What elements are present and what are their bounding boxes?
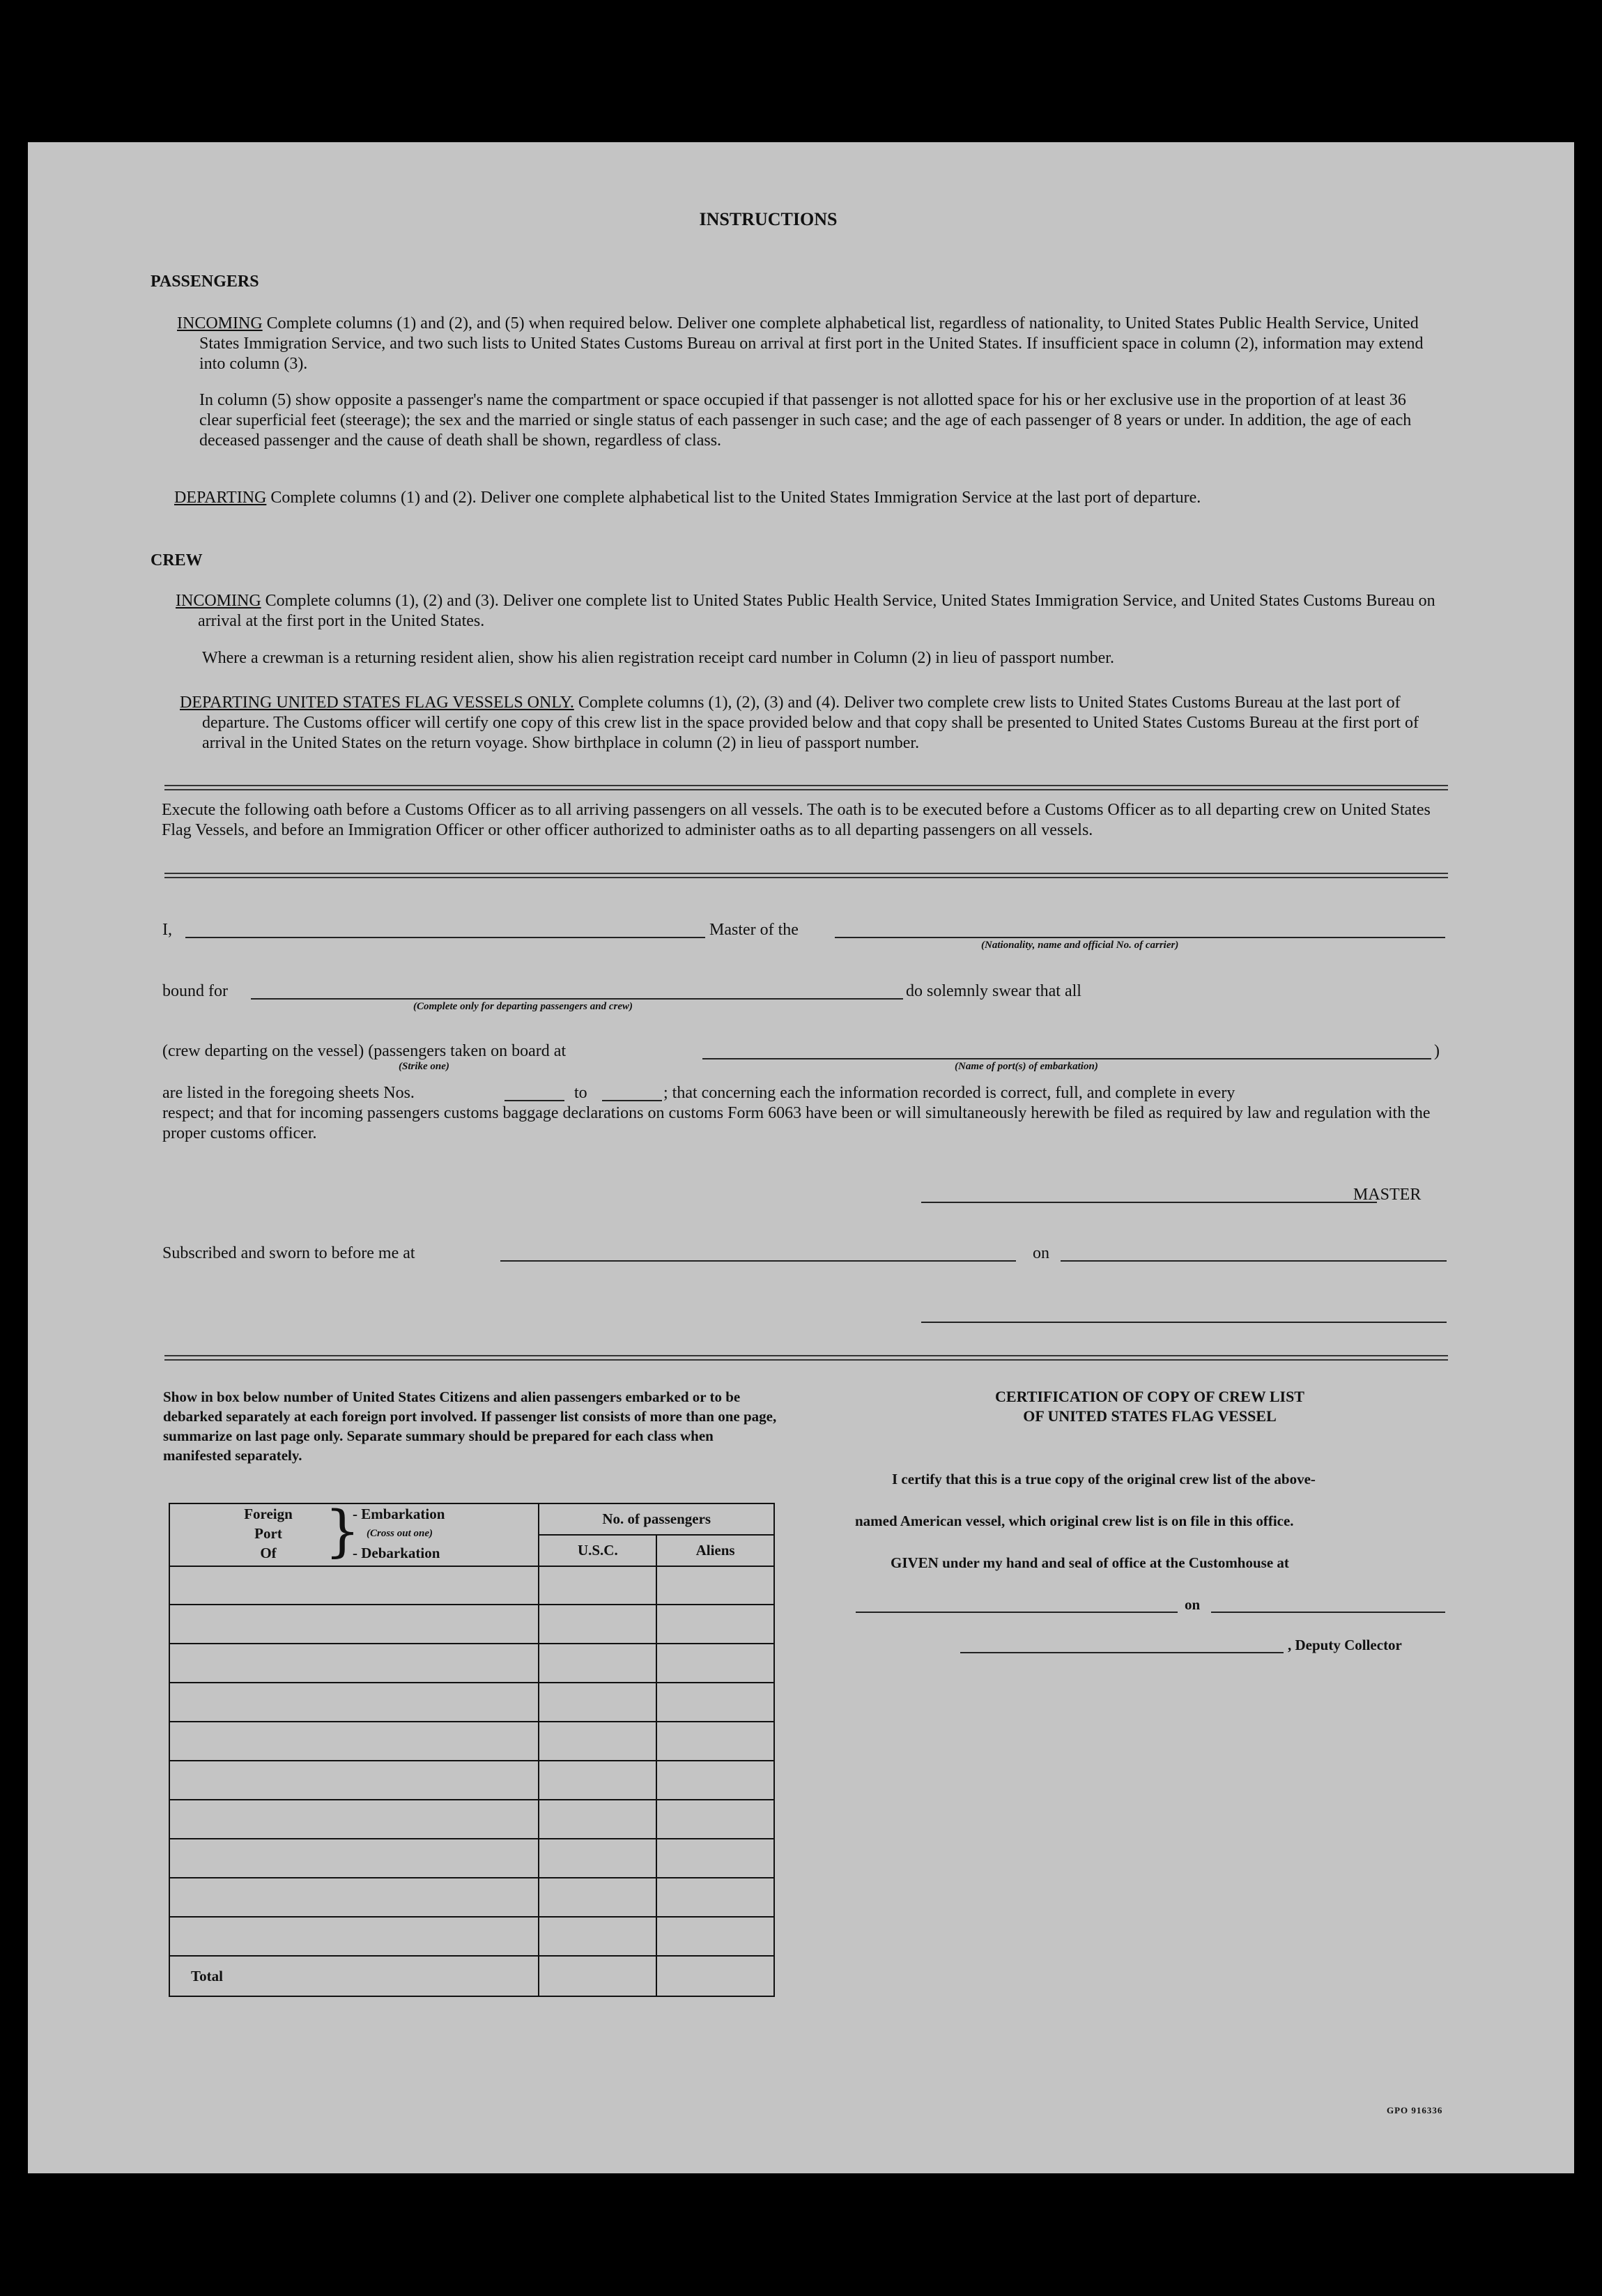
port-cell[interactable] [169, 1800, 539, 1839]
divider-double [164, 785, 1448, 790]
aliens-cell[interactable] [656, 1800, 774, 1839]
certification-title-1: CERTIFICATION OF COPY OF CREW LIST [995, 1388, 1304, 1405]
crew-heading: CREW [151, 551, 203, 569]
officer-signature-line[interactable] [921, 1322, 1447, 1323]
port-cell[interactable] [169, 1605, 539, 1644]
passengers-departing-paragraph [174, 488, 1438, 508]
listed-text-a: are listed in the foregoing sheets Nos. [162, 1084, 415, 1102]
passengers-column5-paragraph: In column (5) show opposite a passenger's name the compartment or space occupied if that passenger is not allotted space for his or her exclusive use in the proportion of at least 36 clear superficial feet (steerage); the sex and the married or single status of each passenger in such case; and the age of each passenger of 8 years or under. In addition, the age of each deceased passenger and the cause of death shall be shown, regardless of class. [199, 391, 1412, 450]
aliens-cell[interactable] [656, 1566, 774, 1605]
form-page [28, 142, 1574, 2173]
bound-for-line[interactable] [251, 998, 903, 1000]
usc-cell[interactable] [539, 1917, 656, 1956]
port-cell[interactable] [169, 1839, 539, 1878]
crew-departing-label: DEPARTING UNITED STATES FLAG VESSELS ONLY. [180, 694, 574, 712]
table-row [169, 1722, 774, 1761]
listed-text-c: respect; and that for incoming passengers customs baggage declarations on customs Form 6063 have been or will simultaneously herewith be filed as required by law and regulation with the proper customs officer. [162, 1104, 1431, 1142]
aliens-header: Aliens [656, 1535, 774, 1566]
summary-instruction: Show in box below number of United States Citizens and alien passengers embarked or to be debarked separately at each foreign port involved. If passenger list consists of more than one page, summarize on last page only. Separate summary should be prepared for each class when manifested separately. [163, 1388, 777, 1464]
subscribed-text: Subscribed and sworn to before me at [162, 1244, 415, 1262]
swear-text: do solemnly swear that all [906, 982, 1081, 1000]
listed-text-b: ; that concerning each the information recorded is correct, full, and complete in every [663, 1084, 1235, 1102]
total-usc-cell[interactable] [539, 1956, 656, 1996]
table-row [169, 1800, 774, 1839]
table-row [169, 1761, 774, 1800]
table-row [169, 1878, 774, 1917]
total-label-cell [169, 1956, 539, 1996]
master-name-line[interactable] [185, 937, 705, 938]
sworn-date-line[interactable] [1061, 1260, 1447, 1262]
oath-instruction: Execute the following oath before a Customs Officer as to all arriving passengers on all vessels. The oath is to be executed before a Customs Officer as to all departing crew on United States Flag Vessels, and before an Immigration Officer or other officer authorized to administer oaths as to all departing passengers on all vessels. [162, 801, 1431, 839]
usc-cell[interactable] [539, 1722, 656, 1761]
port-cell[interactable] [169, 1566, 539, 1605]
passengers-incoming-text: Complete columns (1) and (2), and (5) when required below. Deliver one complete alphabetical list, regardless of nationality, to United States Public Health Service, United States Immigration Service, and two such lists to United States Customs Bureau on arrival at first port in the United States. If insufficient space in column (2), information may extend into column (3). [199, 314, 1424, 373]
passengers-departing-label: DEPARTING [174, 489, 267, 507]
crew-incoming-label: INCOMING [176, 592, 261, 610]
port-cell[interactable] [169, 1878, 539, 1917]
usc-cell[interactable] [539, 1683, 656, 1722]
foreign-label: Foreign [244, 1506, 293, 1522]
nationality-caption: (Nationality, name and official No. of carrier) [981, 940, 1179, 951]
customhouse-location-line[interactable] [856, 1612, 1178, 1613]
divider-double [164, 1355, 1448, 1361]
table-row [169, 1605, 774, 1644]
table-row [169, 1839, 774, 1878]
total-aliens-cell[interactable] [656, 1956, 774, 1996]
aliens-cell[interactable] [656, 1839, 774, 1878]
aliens-cell[interactable] [656, 1878, 774, 1917]
sheet-from-line[interactable] [505, 1100, 564, 1101]
complete-only-caption: (Complete only for departing passengers and crew) [413, 1001, 633, 1012]
strike-caption: (Strike one) [399, 1061, 449, 1072]
of-label: Of [260, 1545, 277, 1561]
usc-header: U.S.C. [539, 1535, 656, 1566]
aliens-cell[interactable] [656, 1605, 774, 1644]
usc-cell[interactable] [539, 1800, 656, 1839]
brace-symbol: } [325, 1499, 360, 1563]
aliens-cell[interactable] [656, 1722, 774, 1761]
port-label: Port [254, 1525, 282, 1542]
foreign-port-header-cell [169, 1499, 539, 1566]
certification-text-1: I certify that this is a true copy of the original crew list of the above- [892, 1471, 1316, 1487]
certification-on-label: on [1185, 1596, 1201, 1613]
usc-cell[interactable] [539, 1644, 656, 1683]
divider-double [164, 873, 1448, 878]
port-cell[interactable] [169, 1644, 539, 1683]
on-label: on [1033, 1244, 1049, 1262]
sheet-to-line[interactable] [602, 1100, 662, 1101]
passenger-summary-table [169, 1499, 775, 1997]
gpo-code: GPO 916336 [1387, 2105, 1443, 2115]
certification-text-2: named American vessel, which original crew list is on file in this office. [855, 1513, 1294, 1529]
no-passengers-header: No. of passengers [539, 1503, 774, 1535]
oath-master-of: Master of the [709, 921, 799, 939]
certification-text-3: GIVEN under my hand and seal of office at the Customhouse at [891, 1554, 1289, 1571]
crew-departing-text: Complete columns (1), (2), (3) and (4). Deliver two complete crew lists to United States Customs Bureau at the last port of departure. The Customs officer will certify one copy of this crew list in the space provided below and that copy shall be presented to United States Customs Bureau at the first port of arrival in the United States on the return voyage. Show birthplace in column (2) in lieu of passport number. [202, 694, 1419, 752]
crew-departing-text: (crew departing on the vessel) (passengers taken on board at [162, 1042, 567, 1060]
usc-cell[interactable] [539, 1566, 656, 1605]
table-row [169, 1644, 774, 1683]
master-label: MASTER [1353, 1186, 1422, 1204]
passengers-incoming-label: INCOMING [177, 314, 263, 332]
carrier-line[interactable] [835, 937, 1445, 938]
crew-incoming-paragraph [176, 591, 1438, 632]
deputy-collector-label: , Deputy Collector [1288, 1637, 1402, 1653]
aliens-cell[interactable] [656, 1761, 774, 1800]
usc-cell[interactable] [539, 1839, 656, 1878]
close-paren: ) [1434, 1042, 1440, 1060]
total-row [169, 1956, 774, 1996]
aliens-cell[interactable] [656, 1917, 774, 1956]
page-title: INSTRUCTIONS [699, 209, 838, 229]
usc-cell[interactable] [539, 1761, 656, 1800]
passengers-incoming-paragraph [177, 314, 1438, 374]
port-caption: (Name of port(s) of embarkation) [955, 1061, 1098, 1072]
aliens-cell[interactable] [656, 1644, 774, 1683]
sworn-location-line[interactable] [500, 1260, 1016, 1262]
table-row [169, 1917, 774, 1956]
cross-out-caption: (Cross out one) [367, 1528, 433, 1539]
certification-date-line[interactable] [1211, 1612, 1445, 1613]
passengers-departing-text: Complete columns (1) and (2). Deliver one complete alphabetical list to the United States Immigration Service at the last port of departure. [270, 489, 1201, 507]
to-label: to [574, 1084, 587, 1102]
usc-cell[interactable] [539, 1605, 656, 1644]
total-label: Total [191, 1968, 223, 1984]
port-cell[interactable] [169, 1722, 539, 1761]
crew-resident-paragraph: Where a crewman is a returning resident alien, show his alien registration receipt card number in Column (2) in lieu of passport number. [202, 649, 1114, 667]
crew-departing-paragraph [180, 693, 1438, 753]
table-row [169, 1566, 774, 1605]
embarkation-label: - Embarkation [353, 1506, 445, 1522]
crew-incoming-text: Complete columns (1), (2) and (3). Deliver one complete list to United States Public Health Service, United States Immigration Service, and United States Customs Bureau on arrival at the first port in the United States. [198, 592, 1435, 630]
port-embarkation-line[interactable] [702, 1058, 1431, 1059]
debarkation-label: - Debarkation [353, 1545, 440, 1561]
port-cell[interactable] [169, 1917, 539, 1956]
deputy-signature-line[interactable] [960, 1652, 1284, 1653]
table-row [169, 1683, 774, 1722]
oath-i-label: I, [162, 921, 172, 939]
certification-title-2: OF UNITED STATES FLAG VESSEL [1023, 1407, 1277, 1425]
passengers-heading: PASSENGERS [151, 273, 259, 291]
aliens-cell[interactable] [656, 1683, 774, 1722]
port-cell[interactable] [169, 1761, 539, 1800]
usc-cell[interactable] [539, 1878, 656, 1917]
bound-for-label: bound for [162, 982, 228, 1000]
port-cell[interactable] [169, 1683, 539, 1722]
master-signature-line[interactable] [921, 1202, 1377, 1203]
